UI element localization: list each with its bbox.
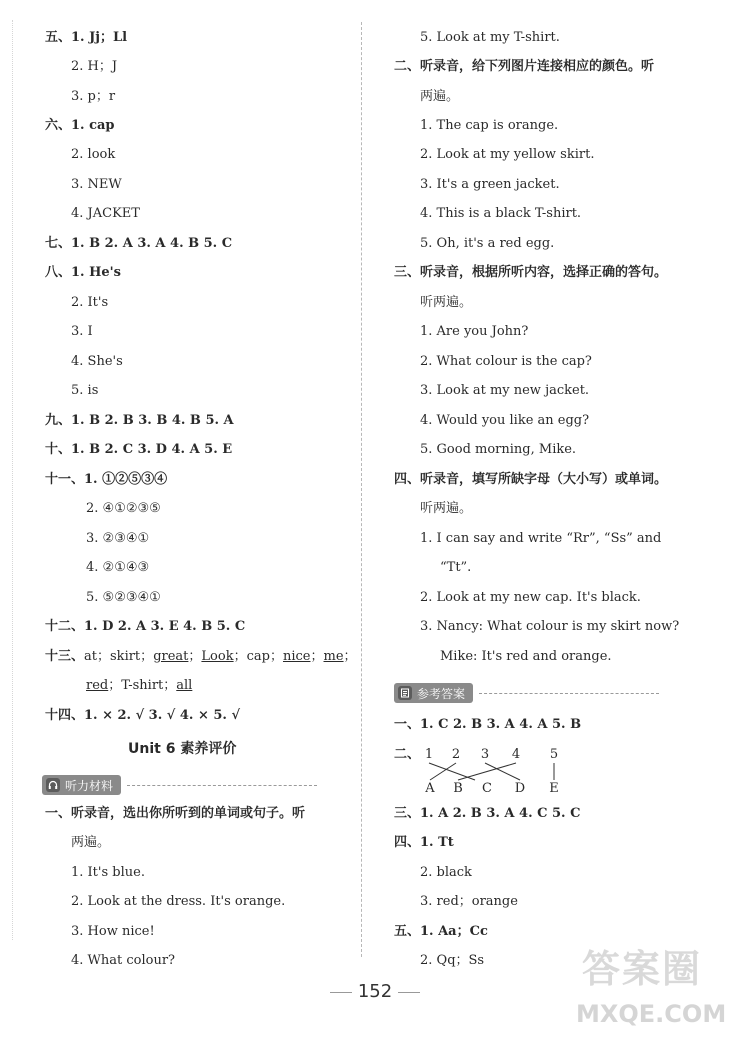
section-13-word-13: ； [343,649,357,664]
match-letter-C: C [482,781,492,794]
section-8-item-5: 5. is [71,383,99,398]
headphones-icon [46,778,60,792]
listening-q3-item-1: 1. Are you John? [420,324,529,339]
section-13-words-1 [84,649,357,664]
match-number-2: 2 [451,747,461,762]
section-13-word-1: ； [97,649,111,664]
match-letter-B: B [453,781,463,794]
listening-q3-item-2: 2. What colour is the cap? [420,354,592,369]
matching-diagram [420,744,570,794]
match-line-4-b [458,763,516,780]
section-8-item-2: 2. It's [71,295,109,310]
listening-material-tag [42,775,121,795]
section-13-word-12: me [323,649,344,664]
banner-rule [479,693,659,694]
section-14-answers: 十四、1. × 2. √ 3. √ 4. × 5. √ [45,708,241,723]
listening-q3-instruction-cont: 听两遍。 [420,295,473,310]
page-edge-line [12,20,13,940]
listening-q3-item-4: 4. Would you like an egg? [420,413,590,428]
section-13-row-2 [86,677,192,695]
section-13-word-4: great [153,649,189,664]
answer-key-label: 参考答案 [417,686,466,701]
section-11-item-5: 5. ⑤②③④① [86,590,161,605]
listening-q1-item-2: 2. Look at the dress. It's orange. [71,894,286,909]
match-number-4: 4 [511,747,521,762]
section-11-item-3: 3. ②③④① [86,531,150,546]
answer-2-label: 二、 [394,747,421,762]
section-13-word-9: ； [269,649,283,664]
section-13-word-3: ； [140,649,154,664]
page-number-text: 152 [357,981,393,1002]
listening-q4-item-1-cont: “Tt”. [440,560,472,575]
section-13-word-11: ； [310,649,324,664]
section-8-item-3: 3. I [71,324,93,339]
listening-q1-instruction-cont: 两遍。 [71,835,111,850]
section-13-word-5: ； [188,649,202,664]
listening-q4-item-3: 3. Nancy: What colour is my skirt now? [420,619,680,634]
section-13-label: 十三、 [45,649,85,664]
listening-q2-instruction-cont: 两遍。 [420,89,460,104]
answer-5-item-2: 2. Qq；Ss [420,953,485,968]
answer-key-banner [394,683,659,703]
section-13-row-1 [45,648,357,666]
listening-q1-item-5: 5. Look at my T-shirt. [420,30,560,45]
watermark-logo [572,938,742,1034]
section-13-word-2: skirt [110,649,141,664]
section-13-word-0: at [84,649,97,664]
section-8-item-1: 八、1. He's [45,265,121,280]
section-10-answers: 十、1. B 2. C 3. D 4. A 5. E [45,442,233,457]
section-13-word-row2-2: all [176,678,193,693]
listening-q3-item-3: 3. Look at my new jacket. [420,383,590,398]
match-letter-A: A [425,781,435,794]
match-letter-D: D [514,781,526,794]
listening-q2-item-2: 2. Look at my yellow skirt. [420,147,595,162]
section-12-answers: 十二、1. D 2. A 3. E 4. B 5. C [45,619,246,634]
listening-q4-item-3-cont: Mike: It's red and orange. [440,649,612,664]
section-6-item-4: 4. JACKET [71,206,140,221]
watermark-url: MXQE.COM [576,1000,727,1028]
section-8-item-4: 4. She's [71,354,123,369]
listening-q2-item-5: 5. Oh, it's a red egg. [420,236,555,251]
answer-4-item-3: 3. red；orange [420,894,518,909]
section-6-item-1: 六、1. cap [45,118,115,133]
section-13-word-8: cap [246,649,270,664]
section-5-item-3: 3. p；r [71,89,116,104]
answer-3: 三、1. A 2. B 3. A 4. C 5. C [394,806,581,821]
listening-q1-item-4: 4. What colour? [71,953,176,968]
listening-q2-item-4: 4. This is a black T-shirt. [420,206,582,221]
listening-q4-item-1: 1. I can say and write “Rr”, “Ss” and [420,531,662,546]
document-icon [398,686,412,700]
section-9-answers: 九、1. B 2. B 3. B 4. B 5. A [45,413,234,428]
section-6-item-2: 2. look [71,147,116,162]
answer-4-item-1: 四、1. Tt [394,835,454,850]
listening-material-banner [42,775,317,795]
answer-5-item-1: 五、1. Aa；Cc [394,924,488,939]
banner-rule [127,785,317,786]
section-13-word-6: Look [201,649,234,664]
section-5-item-2: 2. H；J [71,59,118,74]
section-5-item-1: 五、1. Jj；Ll [45,30,128,45]
unit-title: Unit 6 素养评价 [128,741,237,757]
listening-q2-item-3: 3. It's a green jacket. [420,177,560,192]
section-11-item-1: 十一、1. ①②⑤③④ [45,472,168,487]
listening-q4-item-2: 2. Look at my new cap. It's black. [420,590,641,605]
section-13-word-7: ； [233,649,247,664]
answer-key-tag [394,683,473,703]
listening-q2-item-1: 1. The cap is orange. [420,118,559,133]
section-13-word-row2-1: ；T-shirt； [108,678,177,693]
match-line-3-d [485,763,520,780]
listening-q4-instruction-cont: 听两遍。 [420,501,473,516]
section-11-item-4: 4. ②①④③ [86,560,150,575]
listening-q2-instruction: 二、听录音，给下列图片连接相应的颜色。听 [394,59,655,74]
section-11-item-2: 2. ④①②③⑤ [86,501,161,516]
listening-q1-instruction: 一、听录音，选出你所听到的单词或句子。听 [45,806,306,821]
match-letter-E: E [549,781,559,794]
answer-1: 一、1. C 2. B 3. A 4. A 5. B [394,717,582,732]
match-number-5: 5 [549,747,559,762]
listening-q3-item-5: 5. Good morning, Mike. [420,442,577,457]
listening-material-label: 听力材料 [65,778,114,793]
listening-q1-item-3: 3. How nice! [71,924,155,939]
answer-4-item-2: 2. black [420,865,472,880]
match-number-3: 3 [480,747,490,762]
column-divider [361,22,362,957]
match-number-1: 1 [424,747,434,762]
watermark-logo-mark: 答案圈 [582,947,703,991]
listening-q4-instruction: 四、听录音，填写所缺字母（大小写）或单词。 [394,472,668,487]
listening-q1-item-1: 1. It's blue. [71,865,145,880]
section-6-item-3: 3. NEW [71,177,122,192]
listening-q3-instruction: 三、听录音，根据所听内容，选择正确的答句。 [394,265,668,280]
section-7-answers: 七、1. B 2. A 3. A 4. B 5. C [45,236,233,251]
section-13-word-10: nice [282,649,311,664]
section-13-word-row2-0: red [86,678,109,693]
